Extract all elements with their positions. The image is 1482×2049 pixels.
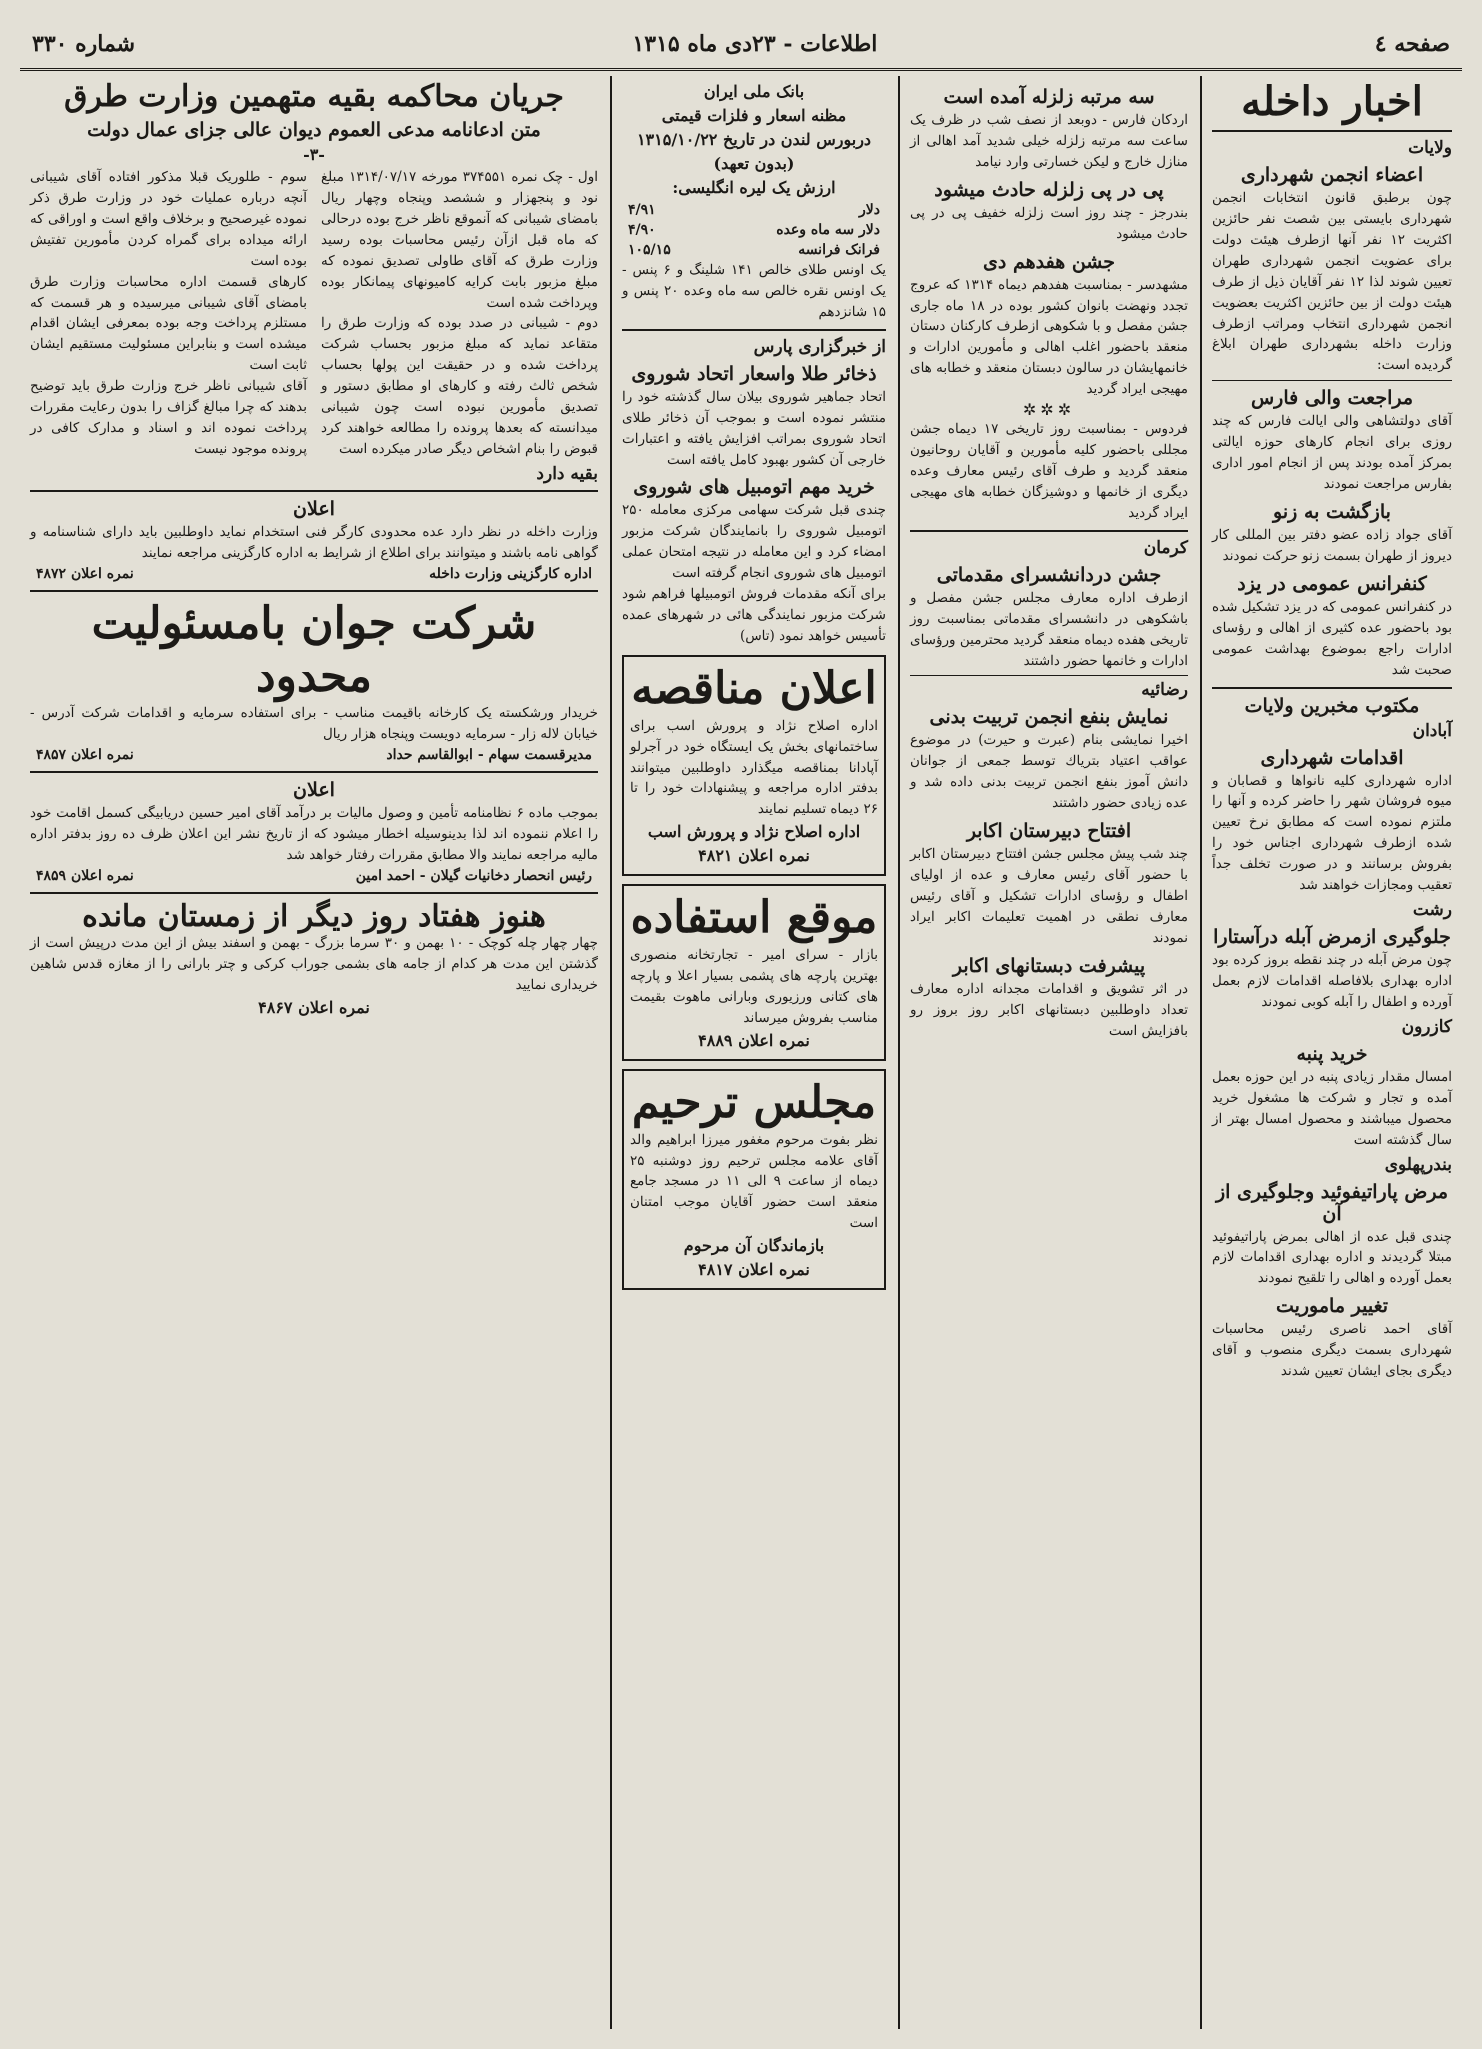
article-body: چون برطبق قانون انتخابات انجمن شهرداری بایستی بین شصت نفر حائزین اکثریت ۱۲ نفر آنها ازطرف هیئت دولت برای عضویت انجمن شهرداری طهران تعیین شوند لذا ۱۲ نفر آقایان ذیل از طرف هیئت دولت از بین حائزین اکثریت بعضویت انجمن شهرداری انتخاب ومراتب ازطرف وزارت داخله بشهرداری طهران ابلاغ گردیده است: bbox=[1212, 190, 1453, 374]
ad-memorial: مجلس ترحیم نظر بفوت مرحوم مغفور میرزا ابراهیم والد آقای علامه مجلس ترحیم روز دوشنبه ۲۵ دیماه از ساعت ۹ الی ۱۱ در مسجد جامع منعقد است حضور آقایان موجب امتنان است بازماندگان آن مرحوم نمره اعلان ۴۸۱۷ bbox=[622, 1069, 886, 1290]
article-body: اخیرا نمایشی بنام (عبرت و حیرت) در موضوع عواقب اعتیاد بترياك توسط جمعی از جوانان دانش آموز بنفع انجمن تربیت بدنی داده شد و عده زیادی حضور داشتند bbox=[910, 732, 1188, 812]
headline-sub: متن ادعانامه مدعی العموم دیوان عالی جزای عمال دولت bbox=[87, 119, 541, 141]
article-body: ازطرف اداره معارف مجلس جشن مفصل و باشکوهی در دانشسرای مقدماتی بمناسبت روز تاریخی هفده دیماه منعقد گردید محترمین ورؤسای ادارات و خانمها حضور داشتند bbox=[910, 589, 1188, 669]
city-label: رشت bbox=[1412, 900, 1452, 921]
notice-head: اعلان bbox=[293, 779, 335, 802]
article-body: آقای احمد ناصری رئیس محاسبات شهرداری بسمت دیگری منصوب و آقای دیگری بجای ایشان تعیین شدند bbox=[1212, 1321, 1452, 1380]
notice-footer: اداره کارگزینی وزارت داخله نمره اعلان ۴۸۷۲ bbox=[36, 565, 592, 582]
ad-bottom-title: هنوز هفتاد روز دیگر از زمستان مانده bbox=[82, 898, 546, 934]
bank-note-short: (بدون تعهد) bbox=[713, 154, 795, 173]
article-body: چندی قبل شرکت سهامی مرکزی معامله ۲۵۰ اتومبیل شوروی را بانمایندگان شرکت مزبور امضاء کرد و این معامله در نتیجه امتحان عملی اتومبیل های شوروی انجام گرفته است bbox=[622, 502, 886, 582]
article-body: برای آنکه مقدمات فروش اتومبیلها فراهم شود شرکت مزبور نمایندگی هائی در شهرهای عمده تأسیس خواهد نمود (تاس) bbox=[622, 586, 886, 644]
article-head: بازگشت به زنو bbox=[1273, 500, 1391, 523]
article-head: جشن دردانشسرای مقدماتی bbox=[936, 563, 1162, 586]
article-head: خرید پنبه bbox=[1296, 1042, 1368, 1065]
ad-tender: اعلان مناقصه اداره اصلاح نژاد و پرورش اسب برای ساختمانهای بخش یک ایستگاه خود در آجرلو آپادانا بمناقصه میگذارد داوطلبین میتوانند بدفتر اداره مراجعه و پیشنهادات خود را تا ۲۶ دیماه تسلیم نمایند اداره اصلاح نژاد و پرورش اسب نمره اعلان ۴۸۲۱ bbox=[622, 655, 886, 876]
continued-label: بقیه دارد bbox=[536, 463, 598, 484]
city-label: رضائیه bbox=[1141, 680, 1188, 701]
rate-row: فرانک فرانسه ۱۰۵/۱۵ bbox=[628, 242, 880, 258]
ad-bottom-ref: نمره اعلان ۴۸۶۷ bbox=[258, 997, 370, 1017]
article-body: مشهدسر - بمناسبت هفدهم دیماه ۱۳۱۴ که عروج تجدد ونهضت بانوان کشور بوده در ۱۸ ماه جاری جشن مفصل و با شکوهی ازطرف کارکنان دستان منعقد باحضور اغلب اهالی و مأمورین ادارات و خانمهایشان در سالون دبستان منعقد و خطابه های مهیجی ایراد گردید bbox=[910, 276, 1189, 398]
ad-company-body: خریدار ورشکسته یک کارخانه باقیمت مناسب - برای استفاده سرمایه و اقدامات شرکت آدرس - خیابان لاله زار - سرمایه دویست وپنجاه هزار ریال bbox=[30, 705, 598, 743]
article-head: نمایش بنفع انجمن تربیت بدنی bbox=[929, 706, 1169, 729]
article-head: اعضاء انجمن شهرداری bbox=[1240, 164, 1424, 186]
article-head: سه مرتبه زلزله آمده است bbox=[943, 86, 1155, 108]
article-body: اداره شهرداری کلیه نانواها و قصابان و میوه فروشان شهر را حاضر کرده و آنها را ملتزم نموده است که مطابق نرخ تعیین شده ازطرف شهرداری اجناس خود را بفروش برسانند و در صورت تخلف جداً تعقیب ومجازات خواهند شد bbox=[1212, 772, 1452, 894]
city-label: بندرپهلوی bbox=[1384, 1154, 1452, 1175]
page-number: صفحه ٤ bbox=[1374, 31, 1450, 57]
article-head: جشن هفدهم دی bbox=[983, 250, 1115, 273]
newspaper-page bbox=[20, 20, 1462, 2029]
article-body: آقای دولتشاهی والی ایالت فارس که چند روزی برای انجام کارهای حوزه ایالتی بمرکز آمده بودند پس از انجام امور اداری بفارس مراجعت نمودند bbox=[1212, 413, 1452, 493]
bank-title: بانک ملی ایران bbox=[703, 82, 805, 101]
ad-bottom-body: چهار چهار چله کوچک - ۱۰ بهمن و ۳۰ سرما بزرگ - بهمن و اسفند بیش از این مدت درپیش است از گذشتن این مدت هر کدام از جامه های بشمی جوراب کرکی و چتر بارانی را از مغازه قدس شاهین خریداری نمایید bbox=[30, 934, 598, 993]
article-columns bbox=[30, 167, 598, 460]
city-label: کازرون bbox=[1401, 1016, 1452, 1037]
article-head: جلوگیری ازمرض آبله درآستارا bbox=[1213, 926, 1451, 949]
headline: جریان محاکمه بقیه متهمین وزارت طرق bbox=[64, 79, 564, 114]
article-body: آقای شیبانی ناظر خرج وزارت طرق باید توضیح بدهند که چرا مبالغ گزاف را بدون رعایت مقررات پرداخت نموده اند و اسناد و مدارک کافی در پرونده موجود نیست bbox=[30, 378, 307, 457]
bank-subtitle: مظنه اسعار و فلزات قیمتی bbox=[661, 106, 847, 125]
city-label: آبادان bbox=[1412, 720, 1452, 741]
column-provinces bbox=[900, 76, 1198, 2029]
section-label: ولایات bbox=[1408, 138, 1452, 158]
issue-number: شماره ۳۳۰ bbox=[32, 31, 136, 57]
ornament: ✲✲✲ bbox=[1022, 400, 1076, 420]
article-head: مرض پاراتیفوئید وجلوگیری از آن bbox=[1215, 1180, 1449, 1225]
article-body: کارهای قسمت اداره محاسبات وزارت طرق بامضای آقای شیبانی میرسیده و هر قسمت که مستلزم پرداخت وجه بوده بمعرفی ایشان اقدام میشده است و بنابراین مسئولیت مستقیم ایشان ثابت است bbox=[30, 273, 307, 374]
bank-date: دربورس لندن در تاریخ ۱۳۱۵/۱۰/۲۲ bbox=[636, 130, 872, 149]
notice-head: اعلان bbox=[293, 497, 335, 520]
article-body: فردوس - بمناسبت روز تاریخی ۱۷ دیماه جشن مجللی باحضور کلیه مأمورین و آقایان روحانیون منعقد گردید و طرف آقای رئیس معارف وعده دیگری از خانمها و دوشیزگان خطابه های مهیجی ایراد گردید bbox=[910, 421, 1188, 521]
city-label: کرمان bbox=[1143, 537, 1188, 558]
column-trial-and-ads bbox=[20, 76, 608, 2029]
notice-body: وزارت داخله در نظر دارد عده محدودی کارگر فنی استخدام نماید داوطلبین باید دارای شناسنامه و گواهی نامه باشند و میتوانند برای اطلاع از شرایط به اداره کارگزینی مراجعه نمایند bbox=[30, 523, 598, 561]
article-head: تغییر ماموریت bbox=[1275, 1295, 1389, 1318]
section-title: اخبار داخله bbox=[1241, 78, 1423, 125]
article-body: آقای جواد زاده عضو دفتر بین المللی کار دیروز از طهران بسمت زنو حرکت نمودند bbox=[1212, 526, 1452, 564]
article-body: امسال مقدار زیادی پنبه در این حوزه بعمل آمده و تجار و شرکت ها مشغول خرید محصول میباشند و محصول امسال بهتر از سال گذشته است bbox=[1212, 1068, 1452, 1148]
article-body: بندرجز - چند روز است زلزله خفیف پی در پی حادث میشود bbox=[910, 204, 1188, 242]
bank-rate-label: ارزش یک لیره انگلیسی: bbox=[672, 178, 836, 197]
bank-note: یک اونس طلای خالص ۱۴۱ شلینگ و ۶ پنس - یک اونس نقره خالص سه ماه وعده ۲۰ پنس و ۱۵ شانزدهم bbox=[622, 262, 887, 320]
article-head: کنفرانس عمومی در یزد bbox=[1237, 572, 1427, 595]
column-bank-and-ads bbox=[612, 76, 896, 2029]
article-body: در اثر تشویق و اقدامات مجدانه اداره معارف تعداد داوطلبین دبستانهای اکابر روز بروز رو بافزایش است bbox=[910, 980, 1188, 1039]
ad-opportunity: موقع استفاده بازار - سرای امیر - تجارتخانه منصوری بهترین پارچه های پشمی بسیار اعلا و پارچه های کتانی ورزیوری وبارانی ماهوت بقیمت مناسب بفروش میرساند نمره اعلان ۴۸۸۹ bbox=[622, 884, 886, 1060]
article-body: چند شب پیش مجلس جشن افتتاح دبیرستان اکابر با حضور آقای رئیس معارف و عده از اولیای اطفال و رؤسای ادارات تشکیل و آقای رئیس معارف نطقی در اهمیت تعلیمات اکابر ایراد نمودند bbox=[910, 846, 1188, 946]
article-body: سوم - طلوریک قبلا مذکور افتاده آقای شیبانی آنچه درباره عملیات خود در وزارت طرق ذکر نموده غیرصحیح و برخلاف واقع است و اوراقی که ارائه میداده برای گمراه کردن مأمورین تفتیش بوده است bbox=[30, 169, 307, 269]
masthead bbox=[20, 20, 1462, 71]
notice-footer: رئیس انحصار دخانیات گیلان - احمد امین نمره اعلان ۴۸۵۹ bbox=[36, 867, 592, 884]
article-body: چون مرض آبله در چند نقطه بروز کرده بود اداره بهداری بلافاصله اقدامات لازم بعمل آورده و اطفال را آبله کوبی نمودند bbox=[1212, 952, 1452, 1010]
issue-date: اطلاعات - ۲۳دی ماه ۱۳۱۵ bbox=[632, 31, 878, 57]
article-body: اتحاد جماهیر شوروی بیلان سال گذشته خود را منتشر نموده است و بموجب آن ذخائر طلای اتحاد شوروی بمراتب افزایش یافته و اعتبارات خارجی آن کشور بهبود کامل یافته است bbox=[622, 388, 886, 468]
agency-label: از خبرگزاری پارس bbox=[753, 336, 886, 357]
article-body: چندی قبل عده از اهالی بمرض پاراتیفوئید مبتلا گردیدند و اداره بهداری اقدامات لازم بعمل آورده و اهالی را تلقیح نمودند bbox=[1212, 1228, 1452, 1287]
article-head: خرید مهم اتومبیل های شوروی bbox=[633, 476, 875, 499]
article-head: افتتاح دبیرستان اکابر bbox=[966, 820, 1132, 843]
article-head: مراجعت والی فارس bbox=[1250, 387, 1414, 410]
rate-row: دلار سه ماه وعده ۴/۹۰ bbox=[628, 222, 880, 238]
column-domestic-news bbox=[1202, 76, 1462, 2029]
ad-company-title: شرکت جوان بامسئولیت محدود bbox=[91, 597, 537, 702]
article-body: اردکان فارس - دوبعد از نصف شب در ظرف یک ساعت سه مرتبه زلزله خیلی شدید آمد اهالی از منازل خارج و لیکن خسارتی وارد نیامد bbox=[910, 112, 1188, 170]
article-head: پی در پی زلزله حادث میشود bbox=[934, 178, 1164, 201]
article-head: ذخائر طلا واسعار اتحاد شوروی bbox=[631, 362, 877, 385]
article-body: اول - چک نمره ۳۷۴۵۵۱ مورخه ۱۳۱۴/۰۷/۱۷ مبلغ نود و پنجهزار و ششصد وپنجاه وچهار ریال بامضای شیبانی که آنموقع ناظر خرج بوده درحالی که ماه قبل ازآن رئیس محاسبات بوده رسید وزارت طرق که آقای طاولی تصدیق نموده که مبلغ مزبور بابت کرایه کامیونهای پیمانکار بوده وپرداخت شده است bbox=[321, 169, 598, 311]
article-body: دوم - شیبانی در صدد بوده که وزارت طرق را متقاعد نماید که مبلغ مزبور بحساب شرکت پرداخت شده و در حقیقت این پولها بحساب شخص ثالث رفته و کارهای او مطابق دستور و تصدیق مأمورین نبوده است چون شیبانی میدانسته که بعدها پرونده را مطالعه خواهند کرد قبوض را بنام اشخاص دیگر صادر میکرده است bbox=[321, 315, 598, 457]
article-head: پیشرفت دبستانهای اکابر bbox=[952, 954, 1146, 977]
ad-company-footer: مدیرقسمت سهام - ابوالقاسم حداد نمره اعلان ۴۸۵۷ bbox=[36, 747, 592, 764]
part-number: -۳- bbox=[303, 145, 325, 164]
section-subtitle: مکتوب مخبرین ولایات bbox=[1244, 694, 1420, 717]
article-body: در کنفرانس عمومی که در یزد تشکیل شده بود باحضور عده کثیری از اهالی و رؤسای ادارات راجع بموضوع بهداشت عمومی صحبت شد bbox=[1212, 598, 1452, 678]
rate-row: دلار ۴/۹۱ bbox=[628, 202, 880, 218]
article-head: اقدامات شهرداری bbox=[1260, 746, 1404, 769]
notice-body: بموجب ماده ۶ نظامنامه تأمین و وصول مالیات بر درآمد آقای امیر حسین دریابیگی کسمل اقامت خود را اعلام ننموده اند لذا بدینوسیله اخطار میشود که از تاریخ نشر این اعلان ظرف ده روز بدفتر اداره مالیه مراجعه نمایند والا مطابق مقررات رفتار خواهد شد bbox=[30, 805, 598, 864]
